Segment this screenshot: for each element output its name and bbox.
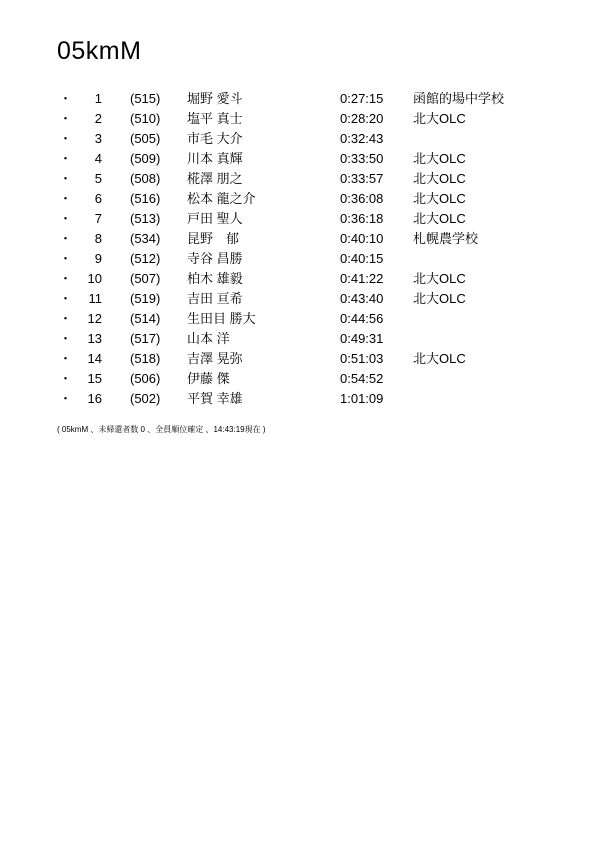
- place-number: 15: [87, 371, 102, 386]
- result-row: [0, 89, 600, 109]
- runner-name: 塩平 真士: [187, 111, 243, 126]
- runner-name: 平賀 幸雄: [187, 391, 243, 406]
- place-number: 14: [87, 351, 102, 366]
- finish-time: 0:43:40: [340, 291, 384, 306]
- bib-number: (534): [130, 231, 161, 246]
- club-name: 北大OLC: [413, 191, 466, 206]
- finish-time: 0:40:15: [340, 251, 384, 266]
- result-row: [0, 209, 600, 229]
- page-title: 05kmM: [57, 37, 142, 65]
- row-bullet: ・: [59, 131, 73, 146]
- result-row: [0, 249, 600, 269]
- result-row: [0, 309, 600, 329]
- finish-time: 1:01:09: [340, 391, 384, 406]
- row-bullet: ・: [59, 91, 73, 106]
- bib-number: (507): [130, 271, 161, 286]
- club-name: 函館的場中学校: [413, 91, 505, 106]
- runner-name: 松本 龍之介: [187, 191, 256, 206]
- place-number: 11: [88, 291, 102, 306]
- runner-name: 戸田 聖人: [187, 211, 243, 226]
- result-row: [0, 109, 600, 129]
- bib-number: (502): [130, 391, 161, 406]
- runner-name: 川本 真輝: [187, 151, 243, 166]
- finish-time: 0:36:08: [340, 191, 384, 206]
- row-bullet: ・: [59, 251, 73, 266]
- bib-number: (516): [130, 191, 161, 206]
- runner-name: 伊藤 傑: [187, 371, 230, 386]
- place-number: 9: [94, 251, 102, 266]
- runner-name: 昆野 郁: [187, 231, 240, 246]
- runner-name: 吉澤 晃弥: [187, 351, 243, 366]
- row-bullet: ・: [59, 171, 73, 186]
- place-number: 5: [94, 171, 102, 186]
- bib-number: (514): [130, 311, 161, 326]
- runner-name: 寺谷 昌勝: [187, 251, 243, 266]
- finish-time: 0:27:15: [340, 91, 384, 106]
- place-number: 1: [94, 91, 102, 106]
- runner-name: 山本 洋: [187, 331, 230, 346]
- result-row: [0, 229, 600, 249]
- runner-name: 吉田 亘希: [187, 291, 243, 306]
- runner-name: 椛澤 朋之: [187, 171, 243, 186]
- place-number: 4: [94, 151, 102, 166]
- finish-time: 0:54:52: [340, 371, 384, 386]
- result-row: [0, 289, 600, 309]
- results-list: [0, 89, 600, 409]
- row-bullet: ・: [59, 271, 73, 286]
- row-bullet: ・: [59, 291, 73, 306]
- finish-time: 0:41:22: [340, 271, 384, 286]
- club-name: 北大OLC: [413, 351, 466, 366]
- result-row: [0, 149, 600, 169]
- row-bullet: ・: [59, 211, 73, 226]
- place-number: 6: [94, 191, 102, 206]
- finish-time: 0:33:50: [340, 151, 384, 166]
- place-number: 13: [87, 331, 102, 346]
- place-number: 3: [94, 131, 102, 146]
- club-name: 北大OLC: [413, 171, 466, 186]
- club-name: 北大OLC: [413, 271, 466, 286]
- bib-number: (509): [130, 151, 161, 166]
- club-name: 北大OLC: [413, 111, 466, 126]
- bib-number: (506): [130, 371, 161, 386]
- runner-name: 堀野 愛斗: [187, 91, 243, 106]
- result-row: [0, 189, 600, 209]
- runner-name: 柏木 雄毅: [187, 271, 243, 286]
- bib-number: (517): [130, 331, 161, 346]
- finish-time: 0:36:18: [340, 211, 384, 226]
- bib-number: (505): [130, 131, 161, 146]
- result-row: [0, 329, 600, 349]
- bib-number: (518): [130, 351, 161, 366]
- finish-time: 0:40:10: [340, 231, 384, 246]
- club-name: 北大OLC: [413, 291, 466, 306]
- row-bullet: ・: [59, 371, 73, 386]
- result-row: [0, 349, 600, 369]
- bib-number: (513): [130, 211, 161, 226]
- result-row: [0, 169, 600, 189]
- row-bullet: ・: [59, 391, 73, 406]
- club-name: 北大OLC: [413, 151, 466, 166]
- runner-name: 生田目 勝大: [187, 311, 256, 326]
- bib-number: (512): [130, 251, 161, 266]
- place-number: 7: [94, 211, 102, 226]
- finish-time: 0:33:57: [340, 171, 384, 186]
- club-name: 北大OLC: [413, 211, 466, 226]
- status-footnote: ( 05kmM 、未帰還者数 0 、全員順位確定 、14:43:19現在 ): [57, 425, 266, 434]
- runner-name: 市毛 大介: [187, 131, 243, 146]
- finish-time: 0:32:43: [340, 131, 384, 146]
- row-bullet: ・: [59, 311, 73, 326]
- row-bullet: ・: [59, 151, 73, 166]
- row-bullet: ・: [59, 231, 73, 246]
- place-number: 2: [94, 111, 102, 126]
- place-number: 10: [87, 271, 102, 286]
- row-bullet: ・: [59, 111, 73, 126]
- club-name: 札幌農学校: [413, 231, 479, 246]
- bib-number: (508): [130, 171, 161, 186]
- result-row: [0, 129, 600, 149]
- place-number: 16: [87, 391, 102, 406]
- bib-number: (515): [130, 91, 161, 106]
- place-number: 12: [87, 311, 102, 326]
- row-bullet: ・: [59, 191, 73, 206]
- finish-time: 0:28:20: [340, 111, 384, 126]
- bib-number: (519): [130, 291, 161, 306]
- result-row: [0, 269, 600, 289]
- result-row: [0, 369, 600, 389]
- bib-number: (510): [130, 111, 161, 126]
- row-bullet: ・: [59, 331, 73, 346]
- finish-time: 0:51:03: [340, 351, 384, 366]
- finish-time: 0:44:56: [340, 311, 384, 326]
- row-bullet: ・: [59, 351, 73, 366]
- finish-time: 0:49:31: [340, 331, 384, 346]
- place-number: 8: [94, 231, 102, 246]
- result-row: [0, 389, 600, 409]
